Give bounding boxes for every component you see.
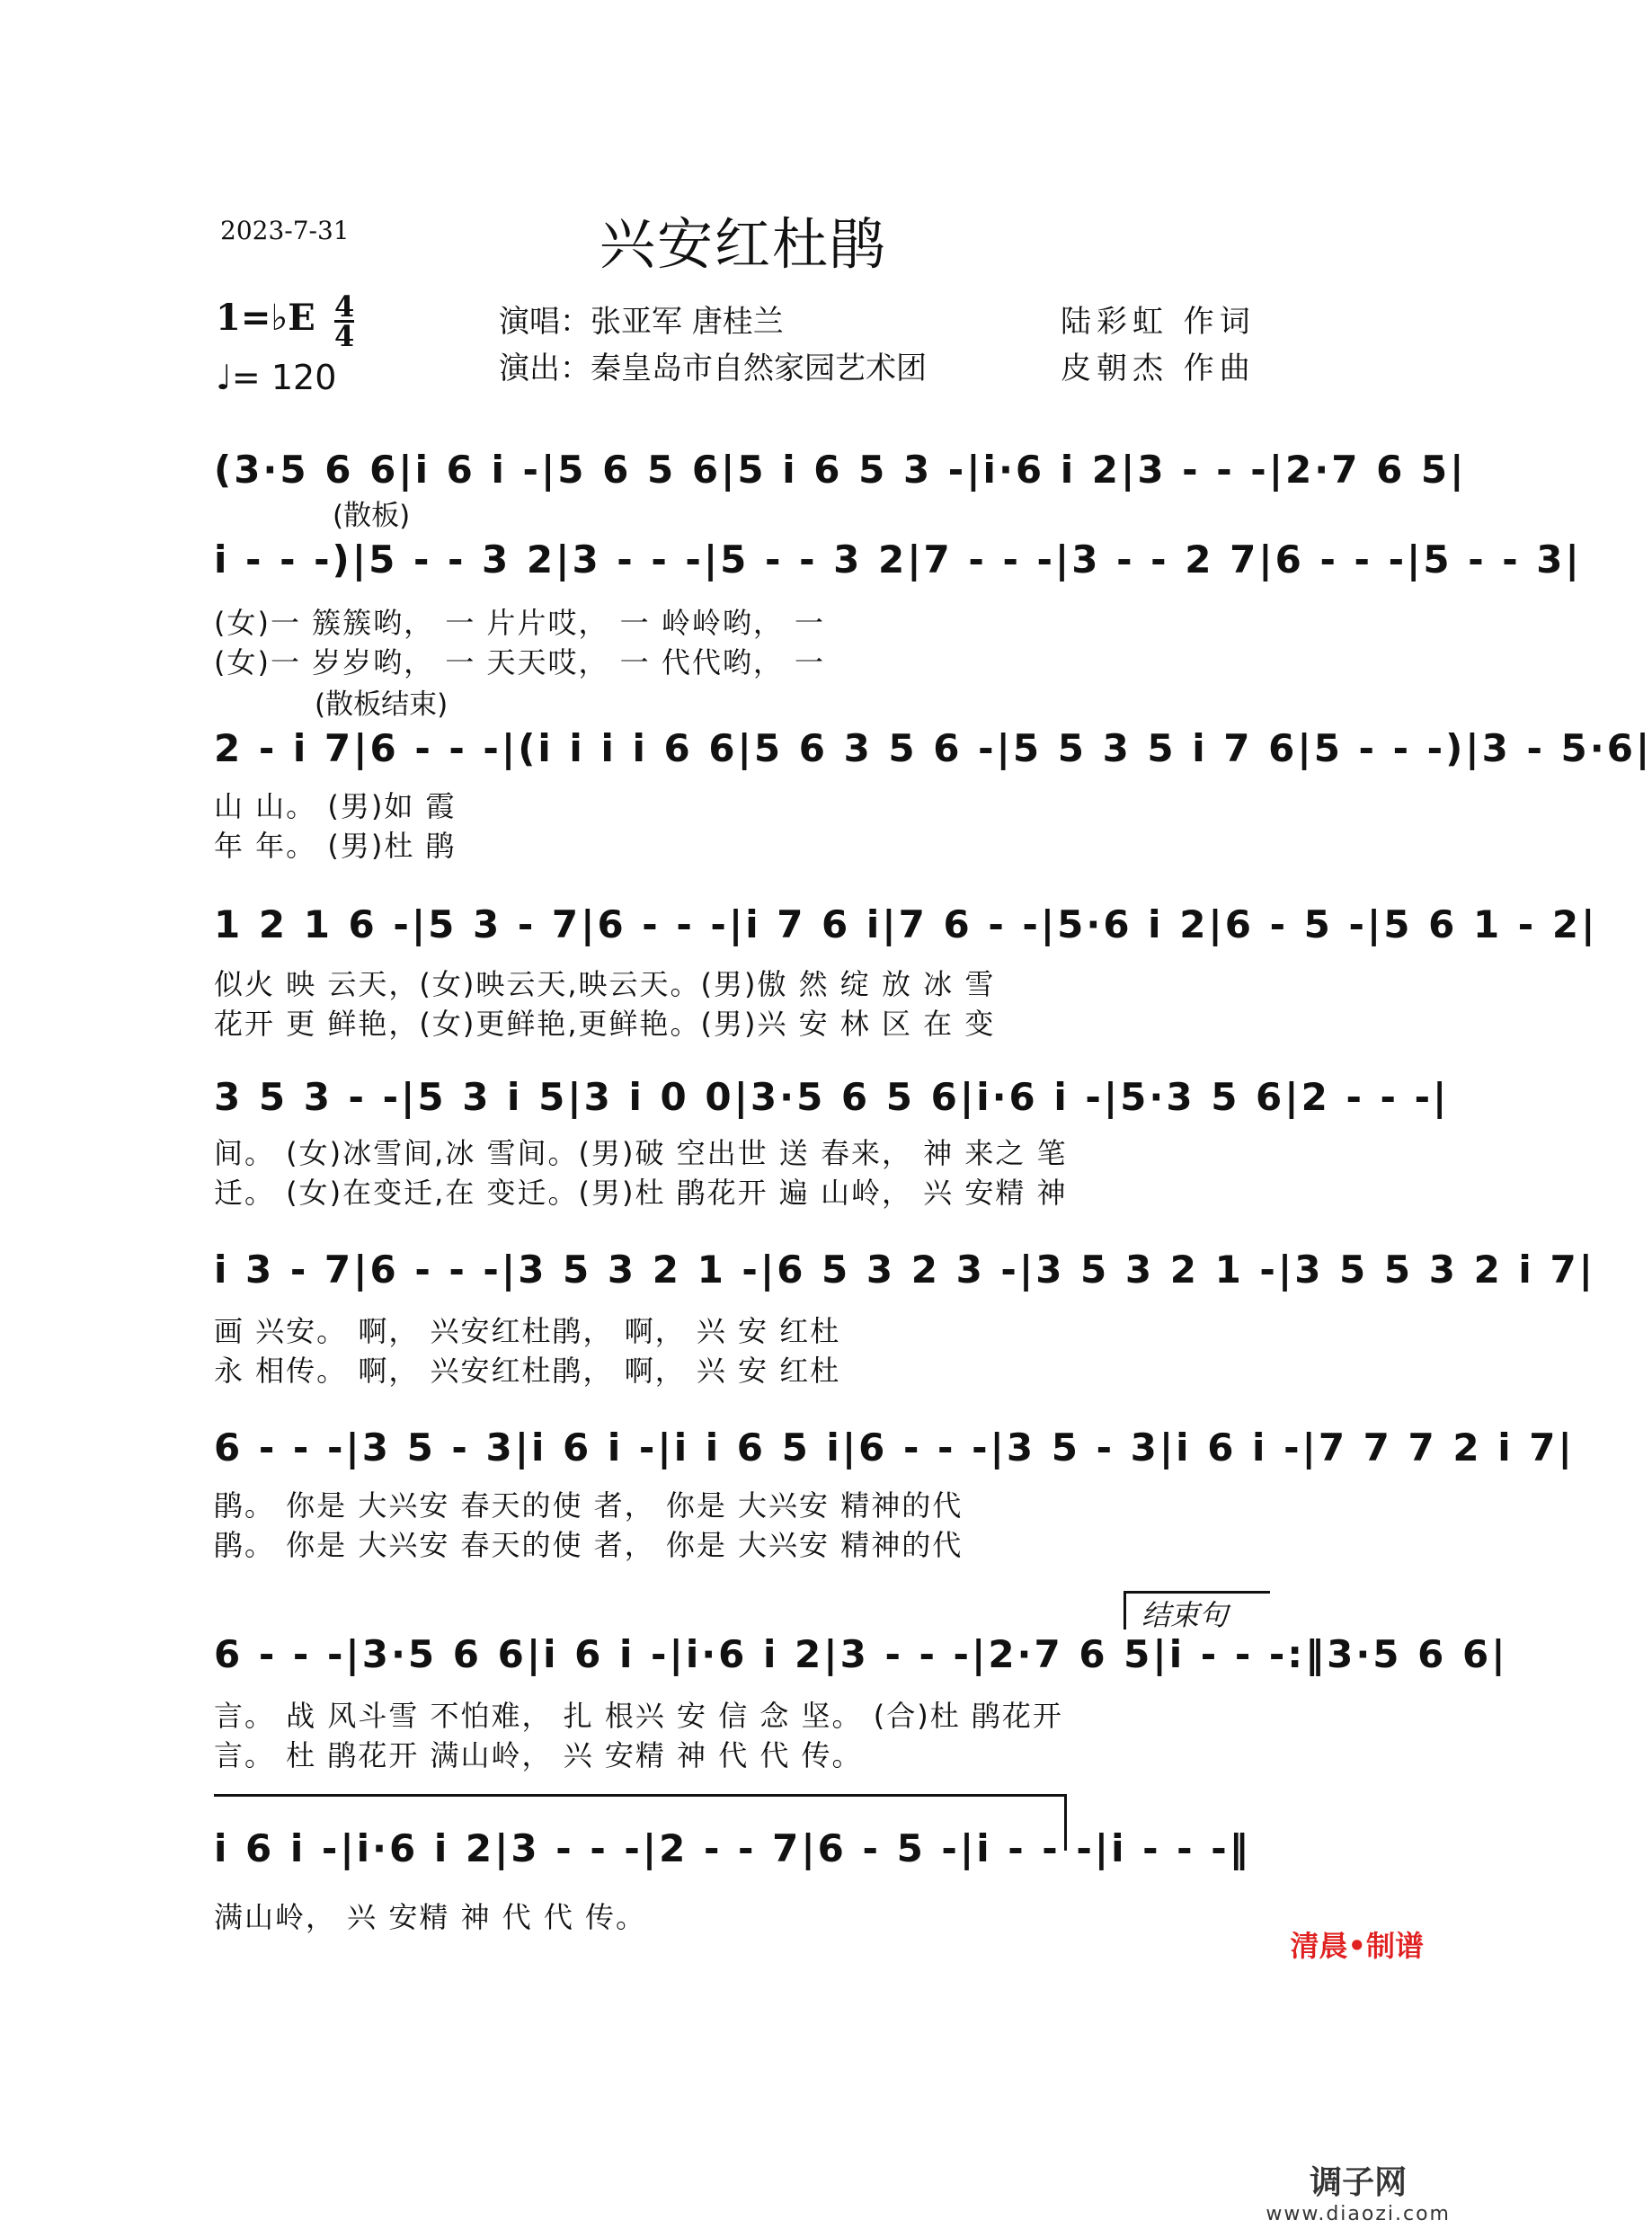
sanban-mark: (散板): [333, 500, 411, 532]
score-line: 2 - i 7|6 - - -|(i i i i 6 6|5 6 3 5 6 -|5 5 3 5 i 7 6|5 - - -)|3 - 5·6|: [214, 726, 1652, 770]
score-line: 1 2 1 6 -|5 3 - 7|6 - - -|i 7 6 i|7 6 - -|5·6 i 2|6 - 5 -|5 6 1 - 2|: [214, 902, 1598, 946]
lyric-line: 言。 战 风斗雪 不怕难， 扎 根兴 安 信 念 坚。 (合)杜 鹃花开: [214, 1699, 1063, 1733]
lyric-line: (女)一 岁岁哟， 一 天天哎， 一 代代哟， 一: [214, 645, 826, 679]
singers: 演唱：张亚军 唐桂兰: [499, 304, 784, 340]
song-title: 兴安红杜鹃: [599, 211, 887, 277]
lyric-line: 满山岭， 兴 安精 神 代 代 传。: [214, 1900, 647, 1934]
lyric-line: 画 兴安。 啊， 兴安红杜鹃， 啊， 兴 安 红杜: [214, 1314, 841, 1348]
lyric-line: 迁。 (女)在变迁,在 变迁。(男)杜 鹃花开 遍 山岭， 兴 安精 神: [214, 1176, 1068, 1210]
lyric-line: 鹃。 你是 大兴安 春天的使 者， 你是 大兴安 精神的代: [214, 1528, 964, 1562]
score-line: i - - -)|5 - - 3 2|3 - - -|5 - - 3 2|7 - - -|3 - - 2 7|6 - - -|5 - - 3|: [214, 537, 1582, 582]
lyric-line: 鹃。 你是 大兴安 春天的使 者， 你是 大兴安 精神的代: [214, 1488, 964, 1523]
site-url: www.diaozi.com: [1266, 2203, 1451, 2225]
lyric-line: 似火 映 云天，(女)映云天,映云天。(男)傲 然 绽 放 冰 雪: [214, 967, 996, 1001]
composer: 皮朝杰 作曲: [1061, 351, 1256, 386]
lyric-line: 间。 (女)冰雪间,冰 雪间。(男)破 空出世 送 春来， 神 来之 笔: [214, 1136, 1068, 1170]
arranger-credit: 清晨•制谱: [1290, 1929, 1424, 1963]
key-signature: 1=♭E: [216, 297, 315, 339]
score-line: i 3 - 7|6 - - -|3 5 3 2 1 -|6 5 3 2 3 -|3 5 3 2 1 -|3 5 5 3 2 i 7|: [214, 1248, 1596, 1292]
score-line: 6 - - -|3·5 6 6|i 6 i -|i·6 i 2|3 - - -|2·7 6 5|i - - -:‖3·5 6 6|: [214, 1632, 1508, 1676]
lyricist: 陆彩虹 作词: [1061, 304, 1256, 340]
lyric-line: 花开 更 鲜艳，(女)更鲜艳,更鲜艳。(男)兴 安 林 区 在 变: [214, 1007, 996, 1041]
score-line: i 6 i -|i·6 i 2|3 - - -|2 - - 7|6 - 5 -|i - - -|i - - -‖: [214, 1826, 1251, 1870]
meter-bottom: 4: [334, 319, 355, 353]
meter-top: 4: [334, 289, 355, 324]
lyric-line: 年 年。 (男)杜 鹃: [214, 829, 457, 863]
score-line: (3·5 6 6|i 6 i -|5 6 5 6|5 i 6 5 3 -|i·6 i 2|3 - - -|2·7 6 5|: [214, 448, 1467, 492]
time-signature: [334, 289, 355, 353]
lyric-line: (女)一 簇簇哟， 一 片片哎， 一 岭岭哟， 一: [214, 606, 826, 640]
performer: 演出：秦皇岛市自然家园艺术团: [499, 351, 927, 386]
site-name: 调子网: [1310, 2164, 1408, 2201]
ending-label: 结束句: [1141, 1598, 1229, 1632]
lyric-line: 山 山。 (男)如 霞: [214, 789, 457, 823]
tempo-marking: ♩= 120: [216, 358, 337, 397]
sanban-end-mark: (散板结束): [315, 688, 449, 721]
score-line: 6 - - -|3 5 - 3|i 6 i -|i i 6 5 i|6 - - -|3 5 - 3|i 6 i -|7 7 7 2 i 7|: [214, 1425, 1575, 1470]
lyric-line: 永 相传。 啊， 兴安红杜鹃， 啊， 兴 安 红杜: [214, 1354, 841, 1388]
score-line: 3 5 3 - -|5 3 i 5|3 i 0 0|3·5 6 5 6|i·6 i -|5·3 5 6|2 - - -|: [214, 1075, 1450, 1119]
lyric-line: 言。 杜 鹃花开 满山岭， 兴 安精 神 代 代 传。: [214, 1738, 863, 1772]
site-watermark: [1266, 2157, 1451, 2225]
date: 2023-7-31: [220, 216, 350, 245]
